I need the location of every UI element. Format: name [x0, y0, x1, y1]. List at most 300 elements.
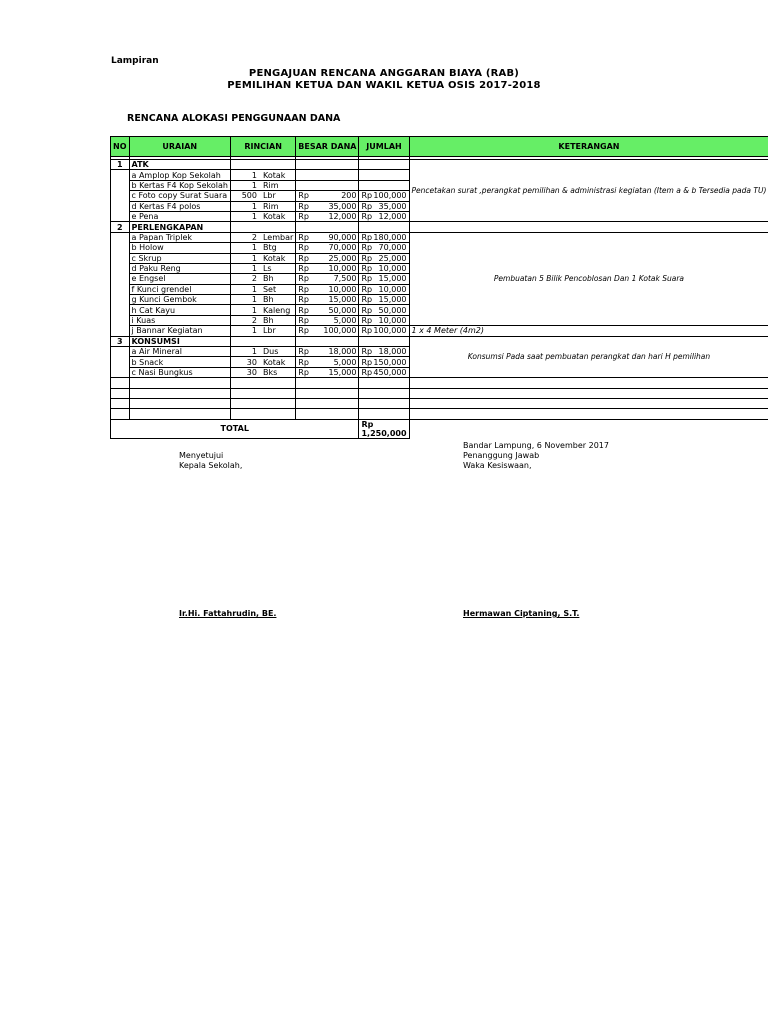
currency-label: Rp: [298, 232, 309, 242]
item-description: [129, 315, 230, 325]
item-description: [129, 263, 230, 273]
place-date: Bandar Lampung, 6 November 2017: [463, 441, 609, 450]
empty-cell: [359, 409, 409, 419]
item-total-value: 15,000: [378, 274, 407, 284]
item-unit: Dus: [262, 347, 279, 357]
item-total-value: 180,000: [373, 232, 407, 242]
col-header-uraian: URAIAN: [129, 137, 230, 157]
section-title: RENCANA ALOKASI PENGGUNAAN DANA: [127, 113, 341, 124]
empty-cell: [296, 398, 359, 408]
row-no-empty: [111, 201, 130, 211]
item-price-value: 90,000: [328, 232, 357, 242]
empty-cell: [129, 378, 230, 388]
item-total-value: 18,000: [378, 347, 407, 357]
item-note: 1 x 4 Meter (4m2): [409, 326, 768, 336]
item-rincian: [230, 347, 295, 357]
item-code: f: [131, 284, 135, 294]
empty-cell: [409, 398, 768, 408]
table-header-row: [111, 137, 768, 157]
item-description: [129, 367, 230, 377]
responsible-block: [463, 451, 539, 471]
row-no-empty: [111, 305, 130, 315]
item-total: [359, 315, 409, 325]
item-total-value: 10,000: [378, 284, 407, 294]
category-price-empty: [296, 160, 359, 170]
item-unit: Lembar: [262, 232, 294, 242]
item-price: [296, 243, 359, 253]
empty-cell: [359, 398, 409, 408]
currency-label: Rp: [298, 347, 309, 357]
item-qty: 2: [251, 232, 257, 242]
item-total: [359, 284, 409, 294]
currency-label: Rp: [361, 347, 373, 357]
item-code: c: [131, 191, 136, 201]
item-total: [359, 274, 409, 284]
currency-label: Rp: [361, 212, 373, 222]
row-no-empty: [111, 347, 130, 357]
item-description: [129, 191, 230, 201]
item-code: d: [131, 264, 137, 274]
item-price-value: 50,000: [328, 305, 357, 315]
row-no-empty: [111, 211, 130, 221]
item-total-value: 100,000: [373, 326, 407, 336]
item-name: Nasi Bungkus: [138, 368, 193, 377]
approver-line1: Menyetujui: [179, 451, 224, 460]
table-row: [111, 326, 768, 336]
item-total-value: 70,000: [378, 243, 407, 253]
item-rincian: [230, 274, 295, 284]
item-rincian: [230, 170, 295, 180]
item-description: [129, 211, 230, 221]
empty-cell: [129, 388, 230, 398]
item-price: [296, 201, 359, 211]
category-name: ATK: [129, 160, 230, 170]
row-no-empty: [111, 253, 130, 263]
row-no-empty: [111, 180, 130, 190]
item-unit: Set: [262, 284, 277, 294]
currency-label: Rp: [361, 419, 374, 429]
item-rincian: [230, 243, 295, 253]
item-rincian: [230, 305, 295, 315]
item-price-value: 12,000: [328, 212, 357, 222]
empty-cell: [296, 378, 359, 388]
col-header-keterangan: KETERANGAN: [409, 137, 768, 157]
item-name: Holow: [139, 243, 164, 253]
item-price: [296, 326, 359, 336]
item-price: [296, 211, 359, 221]
currency-label: Rp: [298, 201, 309, 211]
category-price-empty: [296, 336, 359, 346]
item-total-value: 450,000: [373, 368, 407, 377]
currency-label: Rp: [361, 274, 373, 284]
item-qty: 2: [251, 316, 257, 326]
budget-table: [110, 136, 768, 439]
item-qty: 1: [251, 347, 257, 357]
item-qty: 2: [251, 274, 257, 284]
currency-label: Rp: [298, 253, 309, 263]
item-unit: Kaleng: [262, 305, 291, 315]
item-name: Air Mineral: [138, 347, 183, 357]
item-unit: Rim: [262, 180, 279, 190]
document-title-line2: PEMILIHAN KETUA DAN WAKIL KETUA OSIS 2017-2018: [227, 80, 541, 91]
col-header-no: NO: [111, 137, 130, 157]
item-code: a: [131, 347, 137, 357]
item-rincian: [230, 232, 295, 242]
item-code: a: [131, 170, 137, 180]
currency-label: Rp: [361, 295, 373, 305]
empty-row: [111, 398, 768, 408]
approver-block: [179, 451, 242, 471]
category-rincian-empty: [230, 160, 295, 170]
item-name: Kertas F4 polos: [139, 201, 201, 211]
item-total-value: 150,000: [373, 357, 407, 367]
item-unit: Kotak: [262, 357, 286, 367]
currency-label: Rp: [361, 284, 373, 294]
empty-cell: [230, 409, 295, 419]
item-name: Paku Reng: [139, 264, 181, 274]
currency-label: Rp: [298, 368, 309, 377]
item-total: [359, 263, 409, 273]
item-name: Foto copy Surat Suara: [138, 191, 228, 201]
item-price-value: 35,000: [328, 201, 357, 211]
item-price-value: 200: [341, 191, 357, 201]
item-total-value: 50,000: [378, 305, 407, 315]
item-name: Kuas: [136, 316, 156, 326]
row-no-empty: [111, 170, 130, 180]
item-unit: Btg: [262, 243, 277, 253]
item-description: [129, 357, 230, 367]
item-price-value: 100,000: [323, 326, 357, 336]
item-total-value: 25,000: [378, 253, 407, 263]
item-price: [296, 191, 359, 201]
item-rincian: [230, 357, 295, 367]
item-rincian: [230, 180, 295, 190]
item-qty: 30: [246, 357, 257, 367]
empty-cell: [296, 409, 359, 419]
item-name: Bannar Kegiatan: [136, 326, 203, 336]
item-rincian: [230, 201, 295, 211]
item-price-value: 15,000: [328, 295, 357, 305]
empty-row: [111, 388, 768, 398]
item-unit: Kotak: [262, 212, 286, 222]
total-note-empty: [409, 419, 768, 438]
row-no-empty: [111, 326, 130, 336]
item-price-value: 70,000: [328, 243, 357, 253]
currency-label: Rp: [298, 326, 309, 336]
row-no-empty: [111, 232, 130, 242]
empty-cell: [296, 388, 359, 398]
currency-label: Rp: [361, 305, 373, 315]
item-unit: Lbr: [262, 326, 276, 336]
item-total-value: 15,000: [378, 295, 407, 305]
empty-row: [111, 409, 768, 419]
empty-row: [111, 378, 768, 388]
item-rincian: [230, 367, 295, 377]
category-row: [111, 336, 768, 346]
empty-cell: [359, 388, 409, 398]
currency-label: Rp: [361, 326, 373, 336]
col-header-jumlah: JUMLAH: [359, 137, 409, 157]
approver-line2: Kepala Sekolah,: [179, 461, 243, 470]
item-code: c: [131, 368, 136, 377]
category-note: Pembuatan 5 Bilik Pencoblosan Dan 1 Kotak Suara: [409, 232, 768, 326]
item-price: [296, 347, 359, 357]
item-price: [296, 367, 359, 377]
item-rincian: [230, 191, 295, 201]
item-name: Cat Kayu: [139, 305, 176, 315]
item-total: [359, 357, 409, 367]
item-price: [296, 274, 359, 284]
item-total-value: 100,000: [373, 191, 407, 201]
row-no-empty: [111, 357, 130, 367]
item-qty: 1: [251, 170, 257, 180]
item-qty: 1: [251, 305, 257, 315]
item-total: [359, 347, 409, 357]
currency-label: Rp: [361, 368, 373, 377]
document-title-line1: PENGAJUAN RENCANA ANGGARAN BIAYA (RAB): [248, 68, 520, 79]
item-price-value: 15,000: [328, 368, 357, 377]
item-name: Skrup: [138, 253, 162, 263]
lampiran-label: Lampiran: [111, 56, 159, 66]
currency-label: Rp: [298, 357, 309, 367]
item-description: [129, 274, 230, 284]
item-code: b: [131, 180, 137, 190]
empty-cell: [409, 388, 768, 398]
total-value: 1,250,000: [361, 428, 407, 438]
category-note-empty: [409, 222, 768, 232]
item-qty: 1: [251, 264, 257, 274]
currency-label: Rp: [298, 316, 309, 326]
item-unit: Bh: [262, 295, 274, 305]
item-unit: Lbr: [262, 191, 276, 201]
item-name: Amplop Kop Sekolah: [138, 170, 221, 180]
item-qty: 1: [251, 243, 257, 253]
item-price: [296, 284, 359, 294]
item-name: Papan Triplek: [138, 232, 192, 242]
currency-label: Rp: [298, 243, 309, 253]
item-description: [129, 305, 230, 315]
category-name: PERLENGKAPAN: [129, 222, 230, 232]
empty-cell: [111, 388, 130, 398]
item-unit: Kotak: [262, 253, 286, 263]
empty-cell: [111, 398, 130, 408]
item-total: [359, 326, 409, 336]
item-total-value: 12,000: [378, 212, 407, 222]
empty-cell: [129, 409, 230, 419]
item-code: e: [131, 212, 137, 222]
item-code: e: [131, 274, 137, 284]
item-name: Kunci Gembok: [139, 295, 197, 305]
item-description: [129, 295, 230, 305]
item-code: i: [131, 316, 134, 326]
item-code: h: [131, 305, 137, 315]
item-name: Pena: [138, 212, 159, 222]
currency-label: Rp: [298, 305, 309, 315]
item-description: [129, 347, 230, 357]
currency-label: Rp: [361, 316, 373, 326]
item-qty: 1: [251, 212, 257, 222]
empty-cell: [230, 388, 295, 398]
item-qty: 1: [251, 326, 257, 336]
currency-label: Rp: [361, 191, 373, 201]
category-rincian-empty: [230, 336, 295, 346]
item-description: [129, 180, 230, 190]
currency-label: Rp: [298, 191, 309, 201]
row-no-empty: [111, 263, 130, 273]
item-price: [296, 263, 359, 273]
currency-label: Rp: [361, 243, 373, 253]
item-total: [359, 243, 409, 253]
item-description: [129, 243, 230, 253]
category-note: Pencetakan surat ,perangkat pemilihan & administrasi kegiatan (Item a & b Tersedia pada TU): [409, 160, 768, 222]
category-total-empty: [359, 222, 409, 232]
item-total: [359, 191, 409, 201]
row-no-empty: [111, 315, 130, 325]
item-total: [359, 211, 409, 221]
item-unit: Rim: [262, 201, 279, 211]
item-unit: Kotak: [262, 170, 286, 180]
item-description: [129, 232, 230, 242]
row-no-empty: [111, 295, 130, 305]
item-total-value: 10,000: [378, 264, 407, 274]
item-code: g: [131, 295, 137, 305]
responsible-line1: Penanggung Jawab: [463, 451, 540, 460]
currency-label: Rp: [361, 264, 373, 274]
empty-cell: [409, 378, 768, 388]
item-description: [129, 326, 230, 336]
item-price-value: 5,000: [333, 316, 357, 326]
item-price-value: 25,000: [328, 253, 357, 263]
item-description: [129, 201, 230, 211]
responsible-line2: Waka Kesiswaan,: [463, 461, 532, 470]
total-label: TOTAL: [111, 419, 359, 438]
category-rincian-empty: [230, 222, 295, 232]
item-description: [129, 170, 230, 180]
currency-label: Rp: [361, 201, 373, 211]
item-name: Snack: [139, 357, 164, 367]
category-note: Konsumsi Pada saat pembuatan perangkat dan hari H pemilihan: [409, 336, 768, 378]
item-description: [129, 253, 230, 263]
item-price: [296, 305, 359, 315]
empty-cell: [230, 398, 295, 408]
item-price: [296, 232, 359, 242]
empty-cell: [409, 409, 768, 419]
item-rincian: [230, 263, 295, 273]
item-unit: Bh: [262, 274, 274, 284]
category-price-empty: [296, 222, 359, 232]
item-unit: Bks: [262, 368, 278, 377]
item-rincian: [230, 211, 295, 221]
item-code: j: [131, 326, 134, 336]
currency-label: Rp: [298, 264, 309, 274]
item-total-value: 35,000: [378, 201, 407, 211]
col-header-besar-dana: BESAR DANA: [296, 137, 359, 157]
item-total-value: 10,000: [378, 316, 407, 326]
item-price-value: 10,000: [328, 264, 357, 274]
item-price-value: 5,000: [333, 357, 357, 367]
item-code: c: [131, 253, 136, 263]
item-total: [359, 367, 409, 377]
item-rincian: [230, 326, 295, 336]
currency-label: Rp: [361, 357, 373, 367]
item-name: Kunci grendel: [136, 284, 192, 294]
item-total: [359, 305, 409, 315]
category-total-empty: [359, 336, 409, 346]
item-price-value: 10,000: [328, 284, 357, 294]
item-description: [129, 284, 230, 294]
item-rincian: [230, 284, 295, 294]
currency-label: Rp: [298, 295, 309, 305]
item-total: [359, 232, 409, 242]
item-qty: 1: [251, 253, 257, 263]
category-number: 1: [111, 160, 130, 170]
total-row: [111, 419, 768, 438]
item-rincian: [230, 253, 295, 263]
category-number: 3: [111, 336, 130, 346]
item-code: d: [131, 201, 137, 211]
item-unit: Bh: [262, 316, 274, 326]
currency-label: Rp: [361, 253, 373, 263]
responsible-name: Hermawan Ciptaning, S.T.: [463, 609, 580, 618]
item-total: [359, 253, 409, 263]
item-price: [296, 295, 359, 305]
item-qty: 1: [251, 295, 257, 305]
item-qty: 1: [251, 180, 257, 190]
empty-cell: [129, 398, 230, 408]
row-no-empty: [111, 243, 130, 253]
row-no-empty: [111, 367, 130, 377]
item-total: [359, 201, 409, 211]
category-row: [111, 222, 768, 232]
item-qty: 30: [246, 368, 257, 377]
item-rincian: [230, 315, 295, 325]
item-price: [296, 253, 359, 263]
empty-cell: [359, 378, 409, 388]
item-price: [296, 315, 359, 325]
table-row: [111, 232, 768, 242]
empty-cell: [111, 378, 130, 388]
item-total: [359, 180, 409, 190]
row-no-empty: [111, 274, 130, 284]
empty-cell: [230, 378, 295, 388]
item-unit: Ls: [262, 264, 272, 274]
currency-label: Rp: [298, 274, 309, 284]
item-price: [296, 170, 359, 180]
total-amount: [359, 419, 409, 438]
row-no-empty: [111, 284, 130, 294]
category-row: [111, 160, 768, 170]
currency-label: Rp: [361, 232, 373, 242]
item-price: [296, 357, 359, 367]
item-price-value: 7,500: [333, 274, 357, 284]
category-name: KONSUMSI: [129, 336, 230, 346]
item-code: b: [131, 243, 137, 253]
item-price: [296, 180, 359, 190]
item-name: Kertas F4 Kop Sekolah: [139, 180, 228, 190]
col-header-rincian: RINCIAN: [230, 137, 295, 157]
empty-cell: [111, 409, 130, 419]
approver-name: Ir.Hi. Fattahrudin, BE.: [179, 609, 277, 618]
currency-label: Rp: [298, 284, 309, 294]
item-qty: 1: [251, 201, 257, 211]
item-code: a: [131, 232, 137, 242]
category-total-empty: [359, 160, 409, 170]
item-code: b: [131, 357, 137, 367]
item-qty: 500: [241, 191, 257, 201]
category-number: 2: [111, 222, 130, 232]
item-qty: 1: [251, 284, 257, 294]
item-price-value: 18,000: [328, 347, 357, 357]
